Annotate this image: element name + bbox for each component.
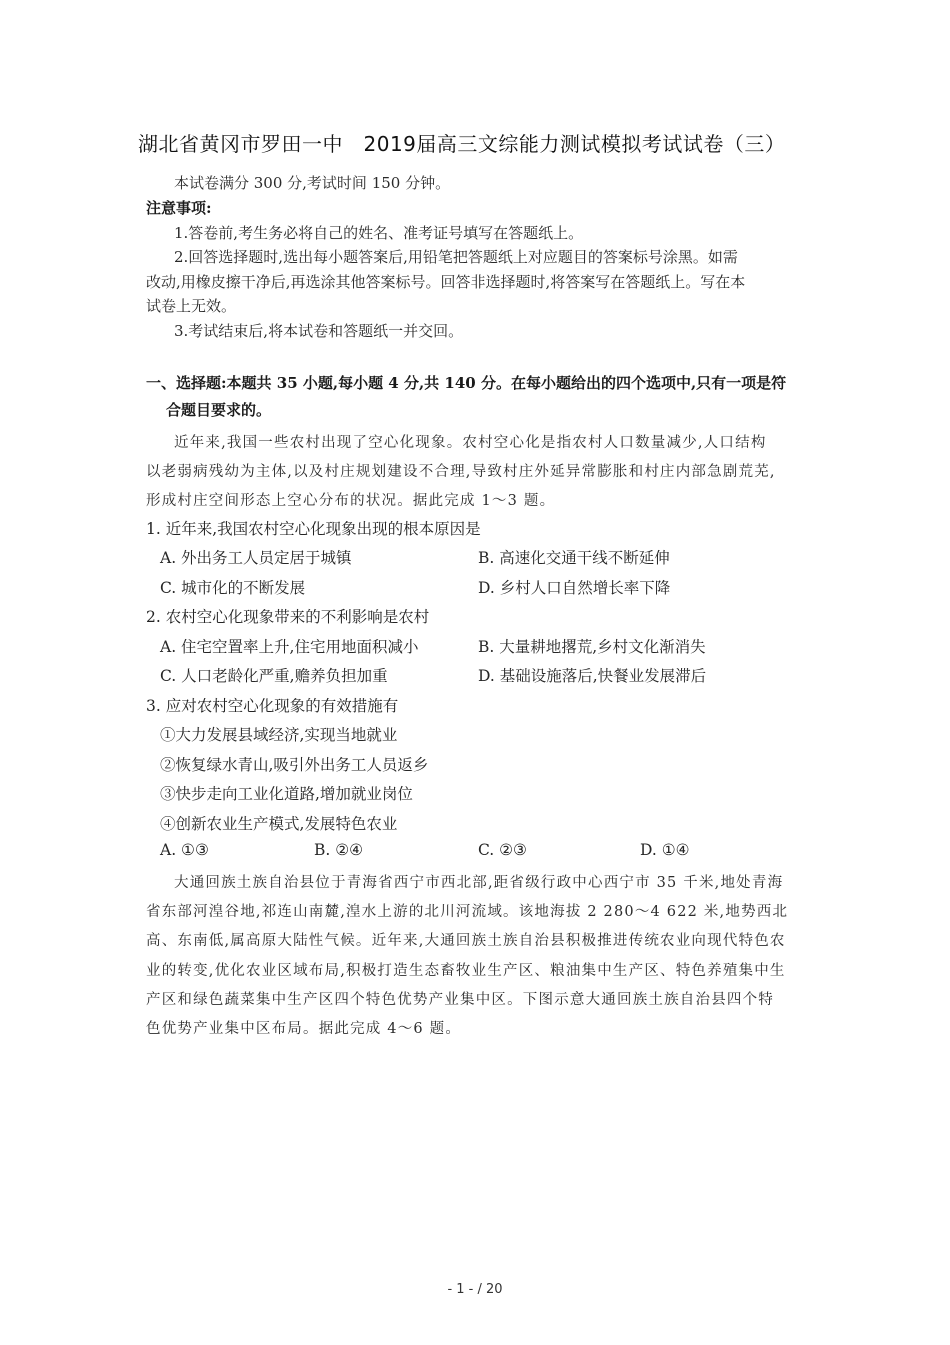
page-number: - 1 - / 20: [447, 1282, 503, 1297]
passage-2-line-1: 大通回族土族自治县位于青海省西宁市西北部,距省级行政中心西宁市 35 千米,地处青海: [174, 875, 784, 891]
question-1-option-d: D. 乡村人口自然增长率下降: [478, 579, 671, 597]
passage-2-line-2: 省东部河湟谷地,祁连山南麓,湟水上游的北川河流域。该地海拔 2 280～4 622 米,地势西北: [146, 904, 789, 920]
question-1-stem: 1. 近年来,我国农村空心化现象出现的根本原因是: [146, 520, 481, 538]
passage-2-line-4: 业的转变,优化农业区域布局,积极打造生态畜牧业生产区、粮油集中生产区、特色养殖集中生: [146, 963, 786, 979]
question-2-option-a: A. 住宅空置率上升,住宅用地面积减小: [160, 638, 419, 656]
passage-1-line-3: 形成村庄空间形态上空心分布的状况。据此完成 1～3 题。: [146, 493, 556, 509]
passage-2-line-6: 色优势产业集中区布局。据此完成 4～6 题。: [146, 1021, 462, 1037]
question-1-option-a: A. 外出务工人员定居于城镇: [160, 549, 352, 567]
question-1-option-b: B. 高速化交通干线不断延伸: [478, 549, 670, 567]
question-3-statement-2: ②恢复绿水青山,吸引外出务工人员返乡: [160, 756, 429, 774]
question-3-option-b: B. ②④: [314, 841, 364, 859]
passage-1-line-2: 以老弱病残幼为主体,以及村庄规划建设不合理,导致村庄外延异常膨胀和村庄内部急剧荒芜,: [146, 464, 776, 480]
question-3-statement-3: ③快步走向工业化道路,增加就业岗位: [160, 785, 413, 803]
question-3-statement-1: ①大力发展县域经济,实现当地就业: [160, 726, 398, 744]
intro-text: 本试卷满分 300 分,考试时间 150 分钟。: [174, 174, 451, 192]
notice-item-2-line-2: 改动,用橡皮擦干净后,再选涂其他答案标号。回答非选择题时,将答案写在答题纸上。写在本: [146, 273, 746, 291]
section-heading-line-2: 合题目要求的。: [166, 401, 272, 419]
notice-item-3: 3.考试结束后,将本试卷和答题纸一并交回。: [174, 322, 464, 340]
question-1-option-c: C. 城市化的不断发展: [160, 579, 306, 597]
question-2-option-c: C. 人口老龄化严重,赡养负担加重: [160, 667, 388, 685]
passage-1-line-1: 近年来,我国一些农村出现了空心化现象。农村空心化是指农村人口数量减少,人口结构: [174, 435, 767, 451]
question-3-option-d: D. ①④: [640, 841, 690, 859]
question-2-option-d: D. 基础设施落后,快餐业发展滞后: [478, 667, 707, 685]
passage-2-line-5: 产区和绿色蔬菜集中生产区四个特色优势产业集中区。下图示意大通回族土族自治县四个特: [146, 992, 774, 1008]
notice-heading: 注意事项:: [146, 199, 212, 217]
document-title: 湖北省黄冈市罗田一中 2019届高三文综能力测试模拟考试试卷（三）: [138, 132, 786, 156]
passage-2-line-3: 高、东南低,属高原大陆性气候。近年来,大通回族土族自治县积极推进传统农业向现代特色农: [146, 933, 786, 949]
question-2-option-b: B. 大量耕地撂荒,乡村文化渐消失: [478, 638, 706, 656]
question-3-statement-4: ④创新农业生产模式,发展特色农业: [160, 815, 398, 833]
notice-item-1: 1.答卷前,考生务必将自己的姓名、准考证号填写在答题纸上。: [174, 224, 584, 242]
question-3-option-a: A. ①③: [160, 841, 209, 859]
section-heading-line-1: 一、选择题:本题共 35 小题,每小题 4 分,共 140 分。在每小题给出的四个选项中,只有一项是符: [146, 374, 787, 392]
notice-item-2-line-3: 试卷上无效。: [146, 297, 237, 315]
question-3-option-c: C. ②③: [478, 841, 527, 859]
question-3-stem: 3. 应对农村空心化现象的有效措施有: [146, 697, 399, 715]
question-2-stem: 2. 农村空心化现象带来的不利影响是农村: [146, 608, 430, 626]
notice-item-2-line-1: 2.回答选择题时,选出每小题答案后,用铅笔把答题纸上对应题目的答案标号涂黑。如需: [174, 248, 738, 266]
